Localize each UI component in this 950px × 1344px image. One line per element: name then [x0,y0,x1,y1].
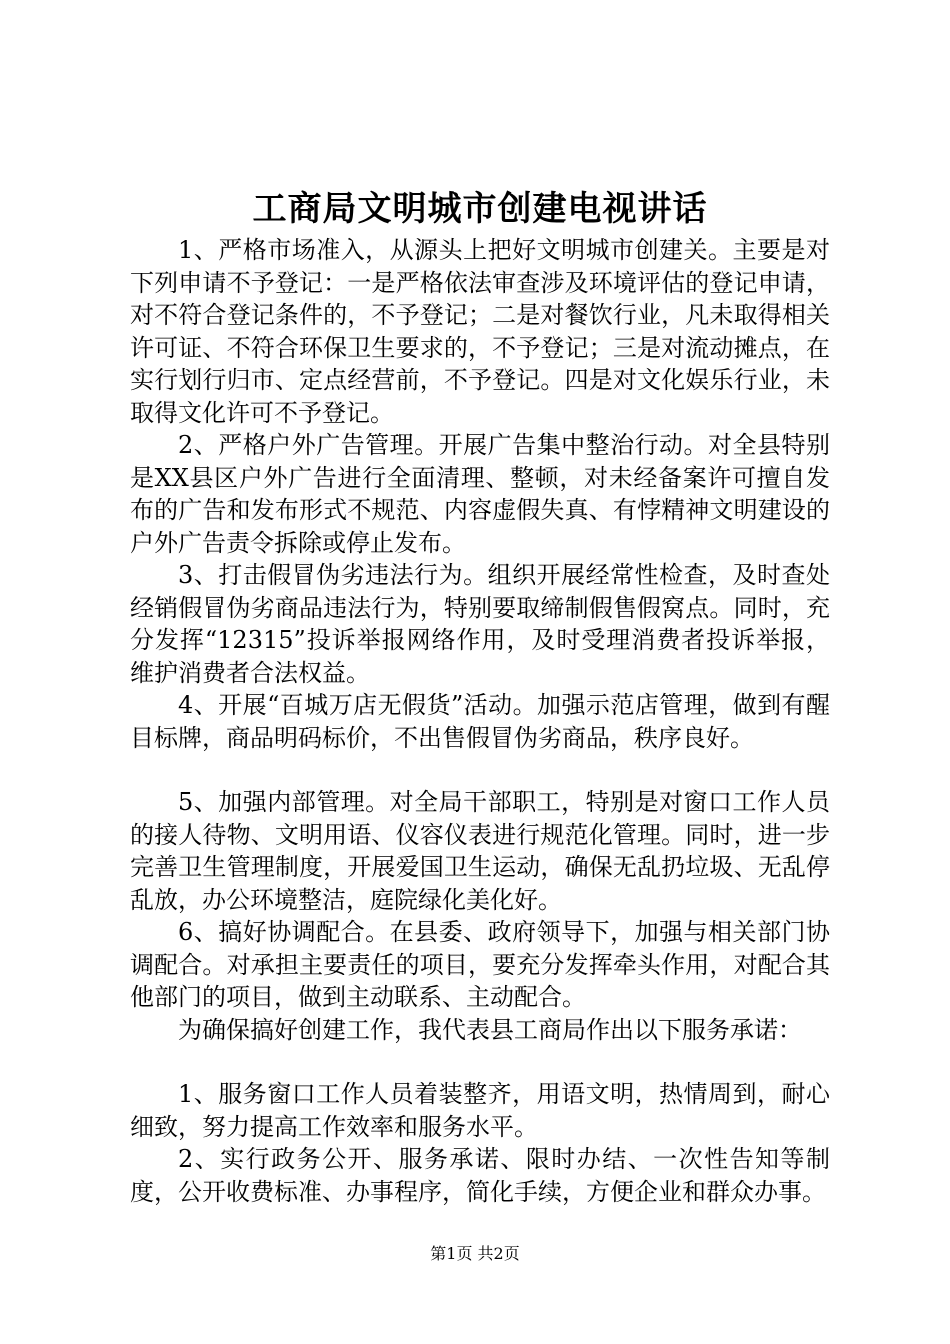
paragraph-commitment-2: 2、实行政务公开、服务承诺、限时办结、一次性告知等制度，公开收费标准、办事程序，简化手续，方便企业和群众办事。 [130,1145,830,1206]
paragraph-spacer [130,1046,830,1078]
paragraph-counterfeit: 3、打击假冒伪劣违法行为。组织开展经常性检查，及时查处经销假冒伪劣商品违法行为，特别要取缔制假售假窝点。同时，充分发挥“12315”投诉举报网络作用，及时受理消费者投诉举报，维护消费者合法权益。 [130,561,830,687]
paragraph-commitment-1: 1、服务窗口工作人员着装整齐，用语文明，热情周到，耐心细致，努力提高工作效率和服务水平。 [130,1080,830,1141]
document-page [130,186,830,1208]
paragraph-commitment-intro: 为确保搞好创建工作，我代表县工商局作出以下服务承诺： [178,1015,802,1044]
document-title: 工商局文明城市创建电视讲话 [252,189,708,229]
paragraph-outdoor-ads: 2、严格户外广告管理。开展广告集中整治行动。对全县特别是XX县区户外广告进行全面清理、整顿，对未经备案许可擅自发布的广告和发布形式不规范、内容虚假失真、有悖精神文明建设的户外广告责令拆除或停止发布。 [130,431,830,557]
paragraph-market-access: 1、严格市场准入，从源头上把好文明城市创建关。主要是对下列申请不予登记：一是严格依法审查涉及环境评估的登记申请，对不符合登记条件的，不予登记；二是对餐饮行业，凡未取得相关许可证、不符合环保卫生要求的，不予登记；三是对流动摊点，在实行划行归市、定点经营前，不予登记。四是对文化娱乐行业，未取得文化许可不予登记。 [130,236,830,427]
paragraph-coordination: 6、搞好协调配合。在县委、政府领导下，加强与相关部门协调配合。对承担主要责任的项目，要充分发挥牵头作用，对配合其他部门的项目，做到主动联系、主动配合。 [130,918,830,1011]
paragraph-internal-management: 5、加强内部管理。对全局干部职工，特别是对窗口工作人员的接人待物、文明用语、仪容仪表进行规范化管理。同时，进一步完善卫生管理制度，开展爱国卫生运动，确保无乱扔垃圾、无乱停乱放，办公环境整洁，庭院绿化美化好。 [130,788,830,914]
paragraph-no-fake-goods: 4、开展“百城万店无假货”活动。加强示范店管理，做到有醒目标牌，商品明码标价，不出售假冒伪劣商品，秩序良好。 [130,691,830,752]
paragraph-spacer [130,754,830,786]
page-number: 第1页 共2页 [430,1244,520,1263]
